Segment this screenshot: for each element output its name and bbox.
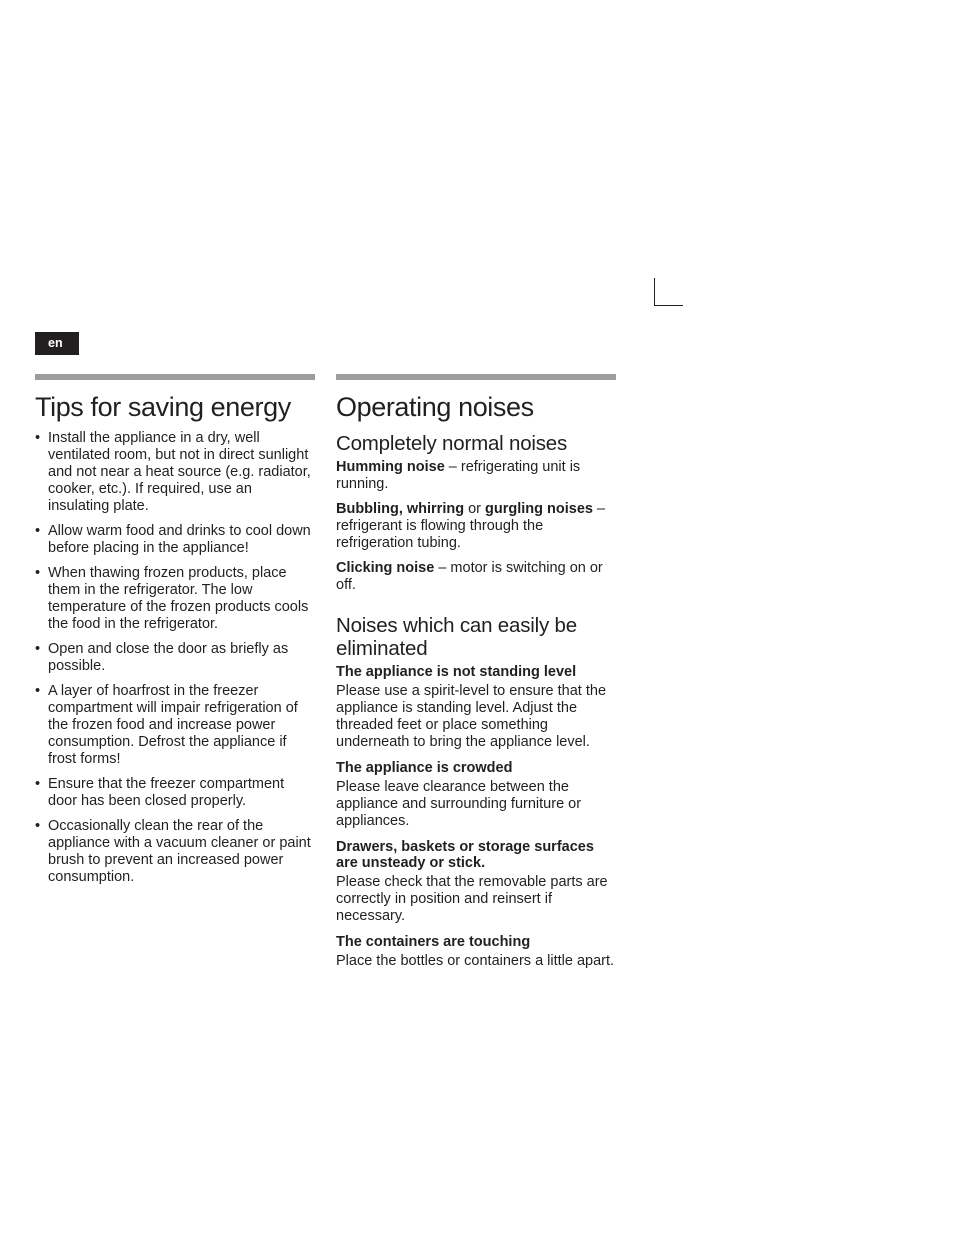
tip-item bbox=[35, 430, 315, 515]
language-badge: en bbox=[35, 332, 79, 355]
eliminated-item bbox=[336, 664, 616, 751]
eliminated-item-text: Place the bottles or containers a little apart. bbox=[336, 953, 615, 969]
tip-text: When thawing frozen products, place them in the refrigerator. The low temperature of the frozen products cools the food in the refrigerator. bbox=[48, 565, 309, 632]
humming-noise-label: Humming noise bbox=[336, 459, 445, 475]
tip-item bbox=[35, 818, 315, 886]
bullet-icon: • bbox=[35, 523, 41, 539]
clicking-noise-text: – motor is switching on or off. bbox=[336, 560, 603, 593]
tip-item bbox=[35, 683, 315, 768]
tip-text: Ensure that the freezer compartment door has been closed properly. bbox=[48, 776, 285, 809]
bullet-icon: • bbox=[35, 818, 41, 834]
section-rule bbox=[336, 374, 616, 380]
tips-title: Tips for saving energy bbox=[35, 392, 291, 422]
bullet-icon: • bbox=[35, 641, 41, 657]
tips-list bbox=[35, 430, 315, 886]
noises-section bbox=[336, 374, 616, 979]
tip-text: Occasionally clean the rear of the appliance with a vacuum cleaner or paint brush to prevent an increased power consumption. bbox=[48, 818, 311, 885]
section-rule bbox=[35, 374, 315, 380]
tips-section bbox=[35, 374, 315, 894]
normal-noises-heading: Completely normal noises bbox=[336, 432, 568, 455]
eliminated-item bbox=[336, 760, 616, 830]
humming-noise-text: – refrigerating unit is running. bbox=[336, 459, 581, 492]
eliminated-item-text: Please use a spirit-level to ensure that the appliance is standing level. Adjust the threaded feet or place something underneath to bring the appliance level. bbox=[336, 683, 607, 750]
bubbling-noise-label: Bubbling, whirring bbox=[336, 501, 465, 517]
tip-text: Install the appliance in a dry, well ventilated room, but not in direct sunlight and not near a heat source (e.g. radiator, cooker, etc.). If required, use an insulating plate. bbox=[48, 430, 311, 514]
eliminated-item bbox=[336, 839, 616, 925]
tip-item bbox=[35, 523, 315, 557]
eliminated-item-title: The appliance is not standing level bbox=[336, 664, 577, 680]
eliminated-item-title: The appliance is crowded bbox=[336, 760, 513, 776]
eliminated-noises-heading: Noises which can easily be eliminated bbox=[336, 614, 577, 660]
bubbling-noise-or: or bbox=[464, 501, 486, 517]
eliminated-item-title: The containers are touching bbox=[336, 934, 531, 950]
eliminated-item-text: Please leave clearance between the appliance and surrounding furniture or appliances. bbox=[336, 779, 582, 829]
bubbling-noise-text: – refrigerant is flowing through the refrigeration tubing. bbox=[336, 501, 606, 551]
bubbling-noise-paragraph bbox=[336, 501, 616, 552]
eliminated-item-text: Please check that the removable parts are correctly in position and reinsert if necessary. bbox=[336, 874, 608, 924]
eliminated-item bbox=[336, 934, 616, 970]
clicking-noise-label: Clicking noise bbox=[336, 560, 435, 576]
tip-text: A layer of hoarfrost in the freezer compartment will impair refrigeration of the frozen food and increase power consumption. Defrost the appliance if frost forms! bbox=[48, 683, 298, 767]
tip-item bbox=[35, 565, 315, 633]
bullet-icon: • bbox=[35, 683, 41, 699]
tip-text: Allow warm food and drinks to cool down before placing in the appliance! bbox=[48, 523, 311, 556]
noises-title: Operating noises bbox=[336, 392, 534, 422]
clicking-noise-paragraph bbox=[336, 560, 616, 594]
bullet-icon: • bbox=[35, 565, 41, 581]
eliminated-item-title: Drawers, baskets or storage surfaces are unsteady or stick. bbox=[336, 839, 594, 871]
humming-noise-paragraph bbox=[336, 459, 616, 493]
tip-item bbox=[35, 641, 315, 675]
tip-text: Open and close the door as briefly as possible. bbox=[48, 641, 289, 674]
gurgling-noise-label: gurgling noises bbox=[485, 501, 593, 517]
tip-item bbox=[35, 776, 315, 810]
bullet-icon: • bbox=[35, 430, 41, 446]
crop-mark bbox=[654, 278, 683, 306]
bullet-icon: • bbox=[35, 776, 41, 792]
